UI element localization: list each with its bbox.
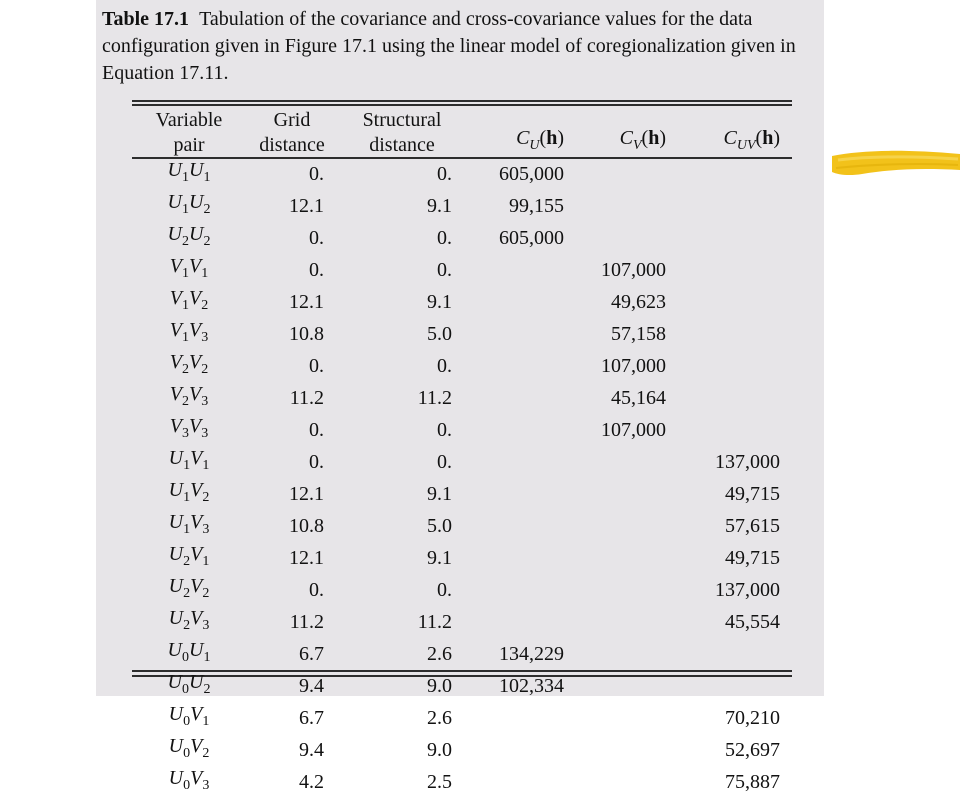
cuv-value-cell — [680, 286, 792, 318]
table-row — [132, 222, 792, 254]
cuv-value-cell: 49,715 — [725, 546, 780, 569]
cuv-value-cell — [680, 222, 792, 254]
table-row — [132, 606, 792, 638]
cu-value-cell — [466, 510, 578, 542]
grid-distance-cell: 6.7 — [299, 706, 324, 729]
cuv-value-cell: 137,000 — [715, 450, 780, 473]
structural-distance-cell: 9.1 — [427, 290, 452, 313]
grid-distance-cell: 9.4 — [299, 674, 324, 697]
cu-value-cell: 134,229 — [499, 642, 564, 665]
grid-distance-cell: 0. — [309, 450, 324, 473]
cv-value-cell — [578, 190, 680, 222]
col-cuv — [680, 106, 792, 158]
cv-value-cell — [578, 542, 680, 574]
structural-distance-cell: 0. — [437, 162, 452, 185]
col-variable-pair — [132, 106, 246, 158]
cu-value-cell — [466, 574, 578, 606]
grid-distance-cell: 0. — [309, 226, 324, 249]
structural-distance-cell: 2.5 — [427, 770, 452, 793]
cv-value-cell: 49,623 — [611, 290, 666, 313]
cv-value-cell: 107,000 — [601, 258, 666, 281]
cu-value-cell — [466, 286, 578, 318]
cuv-value-cell — [680, 158, 792, 190]
cuv-value-cell — [680, 190, 792, 222]
cuv-value-cell: 49,715 — [725, 482, 780, 505]
grid-distance-cell: 10.8 — [289, 322, 324, 345]
cu-value-cell — [466, 766, 578, 798]
header-cu: $C_U(h)$ — [516, 127, 564, 153]
table-row — [132, 766, 792, 798]
variable-pair-cell: $V_2V_2$ — [169, 351, 209, 377]
grid-distance-cell: 0. — [309, 578, 324, 601]
caption-text: Tabulation of the covariance and cross-covariance values for the data configuration given in Figure 17.1 using the linear model of coregionalization given in Equation 17.11. — [102, 8, 796, 84]
cuv-value-cell: 52,697 — [725, 738, 780, 761]
top-rule-1 — [132, 100, 792, 102]
table-row — [132, 158, 792, 190]
variable-pair-cell: $U_0U_2$ — [167, 671, 211, 697]
cu-value-cell: 99,155 — [509, 194, 564, 217]
table-row — [132, 254, 792, 286]
cv-value-cell — [578, 606, 680, 638]
cuv-value-cell: 57,615 — [725, 514, 780, 537]
structural-distance-cell: 5.0 — [427, 514, 452, 537]
table-row — [132, 510, 792, 542]
variable-pair-cell: $U_2V_1$ — [168, 543, 210, 569]
table-row — [132, 478, 792, 510]
structural-distance-cell: 2.6 — [427, 642, 452, 665]
grid-distance-cell: 6.7 — [299, 642, 324, 665]
grid-distance-cell: 0. — [309, 258, 324, 281]
structural-distance-cell: 0. — [437, 450, 452, 473]
structural-distance-cell: 11.2 — [417, 610, 452, 633]
cv-value-cell — [578, 574, 680, 606]
structural-distance-cell: 2.6 — [427, 706, 452, 729]
cu-value-cell — [466, 478, 578, 510]
caption-label: Table 17.1 — [102, 8, 190, 30]
structural-distance-cell: 9.1 — [427, 194, 452, 217]
scanned-page — [96, 0, 824, 793]
table-caption — [102, 6, 818, 87]
header-grid-line1: Grid — [273, 109, 311, 131]
structural-distance-cell: 9.0 — [427, 674, 452, 697]
table-row — [132, 190, 792, 222]
variable-pair-cell: $U_1V_1$ — [168, 447, 210, 473]
table-row — [132, 734, 792, 766]
cu-value-cell — [466, 702, 578, 734]
grid-distance-cell: 12.1 — [289, 482, 324, 505]
cu-value-cell — [466, 254, 578, 286]
variable-pair-cell: $U_2U_2$ — [167, 223, 211, 249]
cu-value-cell — [466, 606, 578, 638]
cu-value-cell — [466, 318, 578, 350]
cuv-value-cell — [680, 318, 792, 350]
table-row — [132, 286, 792, 318]
table-row — [132, 574, 792, 606]
cuv-value-cell: 137,000 — [715, 578, 780, 601]
cv-value-cell — [578, 702, 680, 734]
cuv-value-cell — [680, 670, 792, 702]
cuv-value-cell: 45,554 — [725, 610, 780, 633]
header-pair-line2: pair — [173, 134, 205, 156]
grid-distance-cell: 0. — [309, 418, 324, 441]
grid-distance-cell: 0. — [309, 354, 324, 377]
structural-distance-cell: 0. — [437, 578, 452, 601]
variable-pair-cell: $U_0U_1$ — [167, 639, 211, 665]
col-cu — [466, 106, 578, 158]
table-row — [132, 414, 792, 446]
cu-value-cell — [466, 734, 578, 766]
grid-distance-cell: 12.1 — [289, 546, 324, 569]
grid-distance-cell: 9.4 — [299, 738, 324, 761]
cv-value-cell: 107,000 — [601, 354, 666, 377]
header-cv: $C_V(h)$ — [619, 127, 666, 153]
header-struct-line2: distance — [369, 134, 435, 156]
cu-value-cell — [466, 414, 578, 446]
cu-value-cell — [466, 350, 578, 382]
variable-pair-cell: $V_1V_3$ — [169, 319, 209, 345]
grid-distance-cell: 11.2 — [289, 610, 324, 633]
cv-value-cell — [578, 222, 680, 254]
variable-pair-cell: $U_0V_3$ — [168, 767, 210, 793]
covariance-table — [132, 106, 792, 798]
variable-pair-cell: $U_2V_2$ — [168, 575, 210, 601]
cu-value-cell — [466, 382, 578, 414]
grid-distance-cell: 0. — [309, 162, 324, 185]
col-cv — [578, 106, 680, 158]
cv-value-cell — [578, 638, 680, 670]
highlighter-mark — [832, 146, 960, 180]
header-grid-line2: distance — [259, 134, 325, 156]
cuv-value-cell — [680, 254, 792, 286]
cuv-value-cell — [680, 382, 792, 414]
variable-pair-cell: $V_1V_2$ — [169, 287, 209, 313]
cu-value-cell: 605,000 — [499, 162, 564, 185]
cuv-value-cell — [680, 350, 792, 382]
variable-pair-cell: $U_1U_1$ — [167, 159, 211, 185]
header-struct-line1: Structural — [362, 109, 442, 131]
header-row — [132, 106, 792, 158]
grid-distance-cell: 10.8 — [289, 514, 324, 537]
cu-value-cell: 102,334 — [499, 674, 564, 697]
variable-pair-cell: $V_2V_3$ — [169, 383, 209, 409]
cv-value-cell — [578, 734, 680, 766]
cv-value-cell — [578, 510, 680, 542]
cuv-value-cell — [680, 414, 792, 446]
structural-distance-cell: 9.1 — [427, 482, 452, 505]
structural-distance-cell: 0. — [437, 354, 452, 377]
table-row — [132, 638, 792, 670]
grid-distance-cell: 11.2 — [289, 386, 324, 409]
col-structural-distance — [338, 106, 466, 158]
table-row — [132, 318, 792, 350]
header-cuv: $C_{UV}(h)$ — [723, 127, 780, 153]
cu-value-cell: 605,000 — [499, 226, 564, 249]
cv-value-cell: 57,158 — [611, 322, 666, 345]
grid-distance-cell: 4.2 — [299, 770, 324, 793]
cv-value-cell: 45,164 — [611, 386, 666, 409]
variable-pair-cell: $V_1V_1$ — [169, 255, 209, 281]
cv-value-cell — [578, 670, 680, 702]
variable-pair-cell: $V_3V_3$ — [169, 415, 209, 441]
table-row — [132, 382, 792, 414]
structural-distance-cell: 11.2 — [417, 386, 452, 409]
table-row — [132, 670, 792, 702]
grid-distance-cell: 12.1 — [289, 194, 324, 217]
cv-value-cell: 107,000 — [601, 418, 666, 441]
table-row — [132, 702, 792, 734]
variable-pair-cell: $U_0V_2$ — [168, 735, 210, 761]
table-row — [132, 350, 792, 382]
table-row — [132, 542, 792, 574]
variable-pair-cell: $U_1V_3$ — [168, 511, 210, 537]
header-pair-line1: Variable — [155, 109, 223, 131]
structural-distance-cell: 0. — [437, 226, 452, 249]
cu-value-cell — [466, 542, 578, 574]
cv-value-cell — [578, 766, 680, 798]
cuv-value-cell — [680, 638, 792, 670]
variable-pair-cell: $U_1V_2$ — [168, 479, 210, 505]
cuv-value-cell: 75,887 — [725, 770, 780, 793]
structural-distance-cell: 0. — [437, 258, 452, 281]
structural-distance-cell: 5.0 — [427, 322, 452, 345]
variable-pair-cell: $U_1U_2$ — [167, 191, 211, 217]
grid-distance-cell: 12.1 — [289, 290, 324, 313]
cu-value-cell — [466, 446, 578, 478]
cv-value-cell — [578, 478, 680, 510]
variable-pair-cell: $U_0V_1$ — [168, 703, 210, 729]
table-row — [132, 446, 792, 478]
cv-value-cell — [578, 446, 680, 478]
structural-distance-cell: 9.0 — [427, 738, 452, 761]
col-grid-distance — [246, 106, 338, 158]
structural-distance-cell: 0. — [437, 418, 452, 441]
variable-pair-cell: $U_2V_3$ — [168, 607, 210, 633]
structural-distance-cell: 9.1 — [427, 546, 452, 569]
cv-value-cell — [578, 158, 680, 190]
cuv-value-cell: 70,210 — [725, 706, 780, 729]
